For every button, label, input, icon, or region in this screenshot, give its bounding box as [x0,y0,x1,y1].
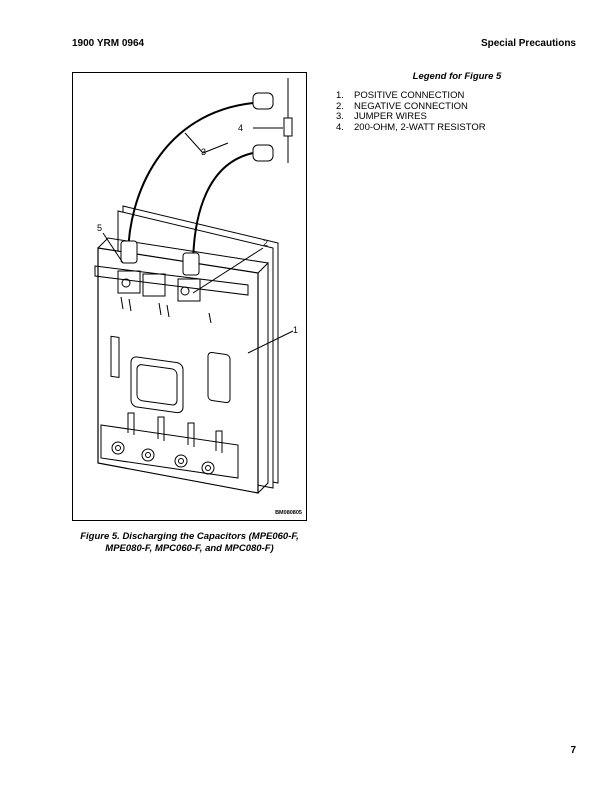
legend-item-number: 4. [336,121,344,133]
caption-line-1: Figure 5. Discharging the Capacitors (MPE060-F, [80,531,299,542]
legend-item-text: 200-OHM, 2-WATT RESISTOR [354,121,486,133]
legend-item [336,112,578,123]
figure-caption [72,531,307,555]
page-number: 7 [570,745,576,756]
controller-illustration [73,73,308,522]
legend-item-number: 2. [336,100,344,112]
callout-1: 1 [293,325,299,335]
callout-5: 5 [97,223,103,233]
legend-item [336,123,578,134]
legend-item-text: NEGATIVE CONNECTION [354,100,468,112]
callout-3: 3 [201,147,207,157]
callout-4: 4 [238,123,244,133]
legend-list [336,91,578,133]
figure-frame [72,72,307,521]
legend-title: Legend for Figure 5 [412,71,502,82]
caption-line-2: MPE080-F, MPC060-F, and MPC080-F) [105,543,274,554]
header-section-title: Special Precautions [480,38,576,49]
legend-item-text: JUMPER WIRES [354,111,427,122]
legend-item-number: 3. [336,111,344,122]
legend-item-text: POSITIVE CONNECTION [354,90,465,101]
figure-id: BM080805 [275,510,302,516]
callout-2: 2 [263,238,269,248]
legend-item-number: 1. [336,90,344,101]
legend-item [336,91,578,102]
header-document-number: 1900 YRM 0964 [72,38,145,49]
